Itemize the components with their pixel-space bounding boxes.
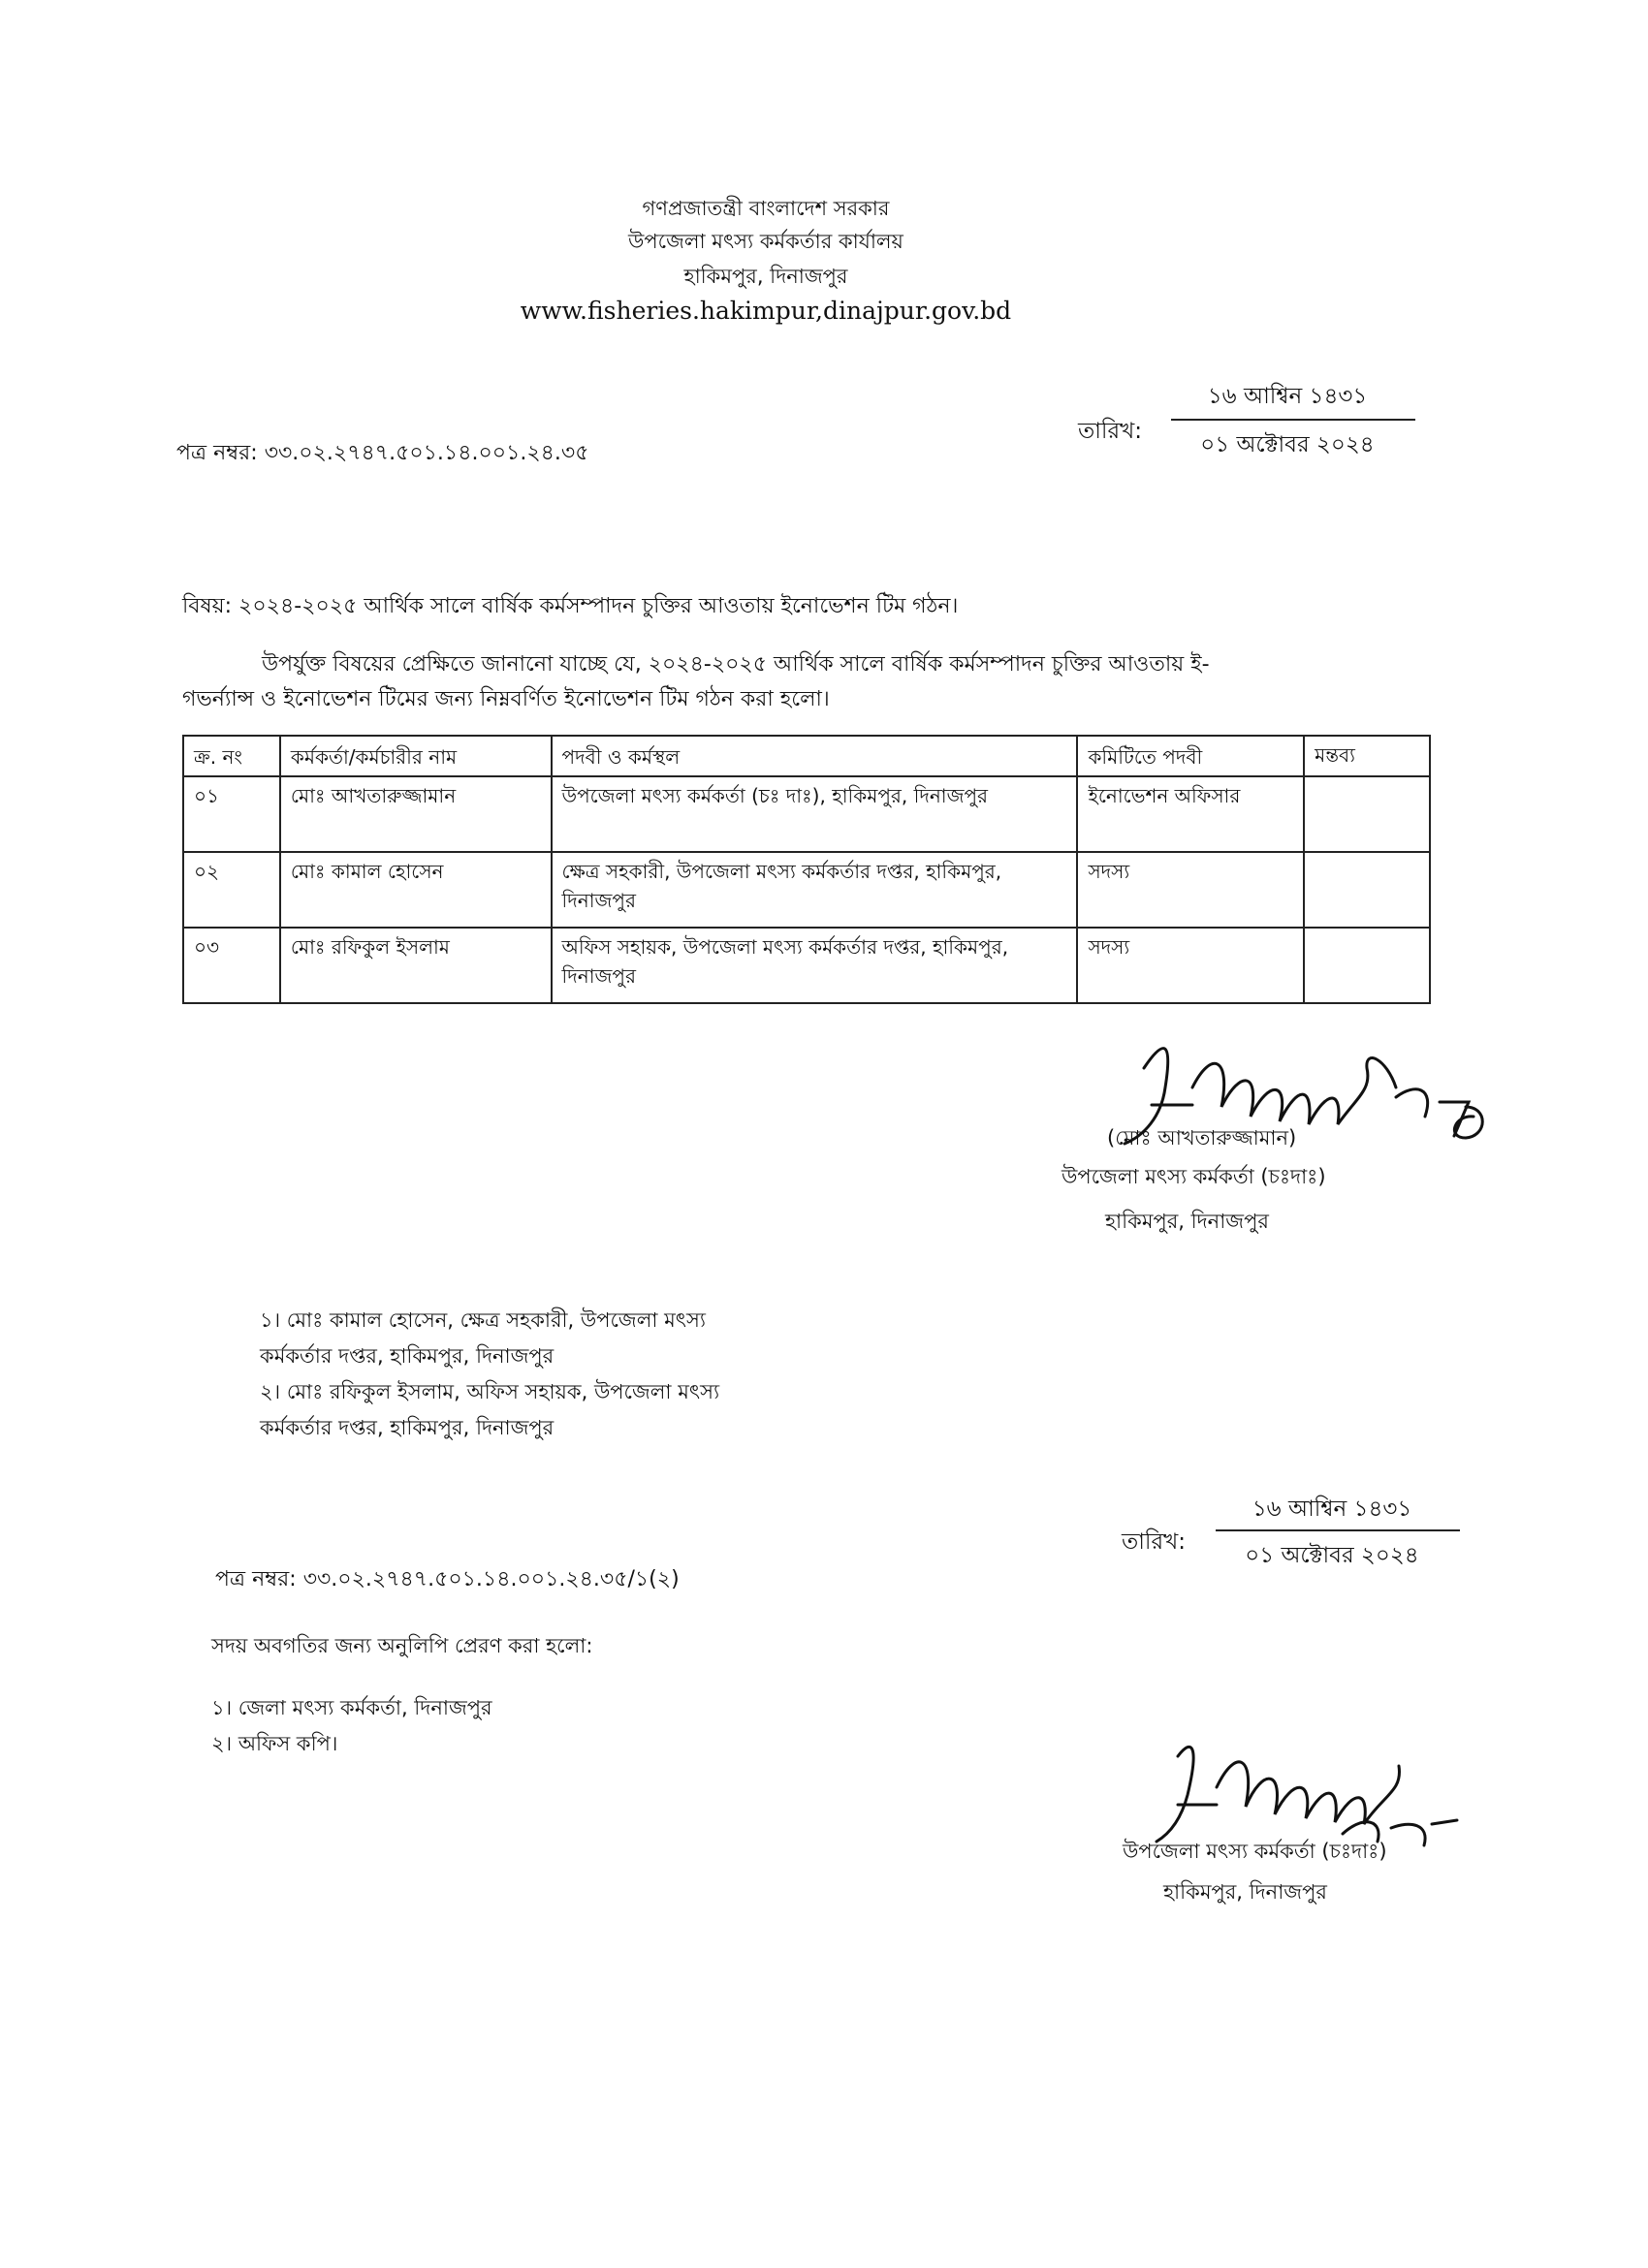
signature-scribble — [1149, 1727, 1469, 1853]
cell-name: মোঃ আখতারুজ্জামান — [280, 776, 552, 852]
cell-designation: অফিস সহায়ক, উপজেলা মৎস্য কর্মকর্তার দপ্তর, হাকিমপুর, দিনাজপুর — [552, 928, 1078, 1003]
copy-signatory-designation: উপজেলা মৎস্য কর্মকর্তা (চঃদাঃ) — [1123, 1840, 1387, 1863]
office-name: উপজেলা মৎস্য কর্মকর্তার কার্যালয় — [628, 230, 903, 253]
copy-list — [211, 1690, 492, 1762]
signatory-designation: উপজেলা মৎস্য কর্মকর্তা (চঃদাঃ) — [1062, 1165, 1326, 1188]
cell-designation: উপজেলা মৎস্য কর্মকর্তা (চঃ দাঃ), হাকিমপুর, দিনাজপুর — [552, 776, 1078, 852]
cell-name: মোঃ রফিকুল ইসলাম — [280, 928, 552, 1003]
body-line-1: উপর্যুক্ত বিষয়ের প্রেক্ষিতে জানানো যাচ্ছে যে, ২০২৪-২০২৫ আর্থিক সালে বার্ষিক কর্মসম্পাদন চুক্তির আওতায় ই- — [262, 652, 1210, 677]
header-designation: পদবী ও কর্মস্থল — [552, 736, 1078, 776]
cell-serial: ০১ — [183, 776, 280, 852]
list-item: ২। অফিস কপি। — [211, 1732, 338, 1755]
copy-memo-number: পত্র নম্বর: ৩৩.০২.২৭৪৭.৫০১.১৪.০০১.২৪.৩৫/১(২) — [215, 1567, 680, 1591]
copy-date-divider — [1216, 1529, 1460, 1531]
table-row — [183, 928, 1430, 1003]
date-english: ০১ অক্টোবর ২০২৪ — [1200, 432, 1375, 457]
cell-serial: ০২ — [183, 852, 280, 928]
table-header-row — [183, 736, 1430, 776]
cell-committee-role: সদস্য — [1077, 852, 1304, 928]
subject-line: বিষয়: ২০২৪-২০২৫ আর্থিক সালে বার্ষিক কর্মসম্পাদন চুক্তির আওতায় ইনোভেশন টিম গঠন। — [182, 594, 959, 618]
table-row — [183, 776, 1430, 852]
copy-date-label: তারিখ: — [1122, 1529, 1187, 1555]
date-bangla: ১৬ আশ্বিন ১৪৩১ — [1207, 384, 1368, 409]
header-remarks: মন্তব্য — [1304, 736, 1430, 776]
body-line-2: গভর্ন্যান্স ও ইনোভেশন টিমের জন্য নিম্নবর্ণিত ইনোভেশন টিম গঠন করা হলো। — [182, 687, 830, 711]
signatory-name: (মোঃ আখতারুজ্জামান) — [1107, 1126, 1297, 1150]
header-name: কর্মকর্তা/কর্মচারীর নাম — [280, 736, 552, 776]
cell-name: মোঃ কামাল হোসেন — [280, 852, 552, 928]
recipient-list — [260, 1303, 719, 1446]
recipient-line: ২। মোঃ রফিকুল ইসলাম, অফিস সহায়ক, উপজেলা মৎস্য — [260, 1380, 720, 1403]
office-website[interactable]: www.fisheries.hakimpur,dinajpur.gov.bd — [520, 297, 1012, 325]
cell-remarks — [1304, 928, 1430, 1003]
list-item: ১। জেলা মৎস্য কর্মকর্তা, দিনাজপুর — [211, 1696, 492, 1719]
date-divider — [1171, 419, 1415, 421]
cell-designation: ক্ষেত্র সহকারী, উপজেলা মৎস্য কর্মকর্তার দপ্তর, হাকিমপুর, দিনাজপুর — [552, 852, 1078, 928]
copy-date-bangla: ১৬ আশ্বিন ১৪৩১ — [1252, 1496, 1412, 1522]
innovation-team-table — [182, 735, 1431, 1004]
cell-remarks — [1304, 776, 1430, 852]
memo-number: পত্র নম্বর: ৩৩.০২.২৭৪৭.৫০১.১৪.০০১.২৪.৩৫ — [176, 441, 589, 465]
table-row — [183, 852, 1430, 928]
copy-signatory-location: হাকিমপুর, দিনাজপুর — [1163, 1880, 1327, 1904]
header-serial: ক্র. নং — [183, 736, 280, 776]
cell-serial: ০৩ — [183, 928, 280, 1003]
government-name: গণপ্রজাতন্ত্রী বাংলাদেশ সরকার — [642, 197, 890, 220]
cell-committee-role: সদস্য — [1077, 928, 1304, 1003]
office-location: হাকিমপুর, দিনাজপুর — [683, 265, 848, 288]
cell-remarks — [1304, 852, 1430, 928]
recipient-line: ১। মোঃ কামাল হোসেন, ক্ষেত্র সহকারী, উপজেলা মৎস্য — [260, 1308, 706, 1332]
recipient-line: কর্মকর্তার দপ্তর, হাকিমপুর, দিনাজপুর — [260, 1416, 555, 1439]
copy-date-english: ০১ অক্টোবর ২০২৪ — [1245, 1543, 1419, 1568]
recipient-line: কর্মকর্তার দপ্তর, হাকিমপুর, দিনাজপুর — [260, 1344, 555, 1368]
cell-committee-role: ইনোভেশন অফিসার — [1077, 776, 1304, 852]
date-label: তারিখ: — [1078, 419, 1143, 444]
copy-note: সদয় অবগতির জন্য অনুলিপি প্রেরণ করা হলো: — [211, 1634, 593, 1657]
signatory-location: হাকিমপুর, দিনাজপুর — [1105, 1210, 1269, 1233]
header-committee-role: কমিটিতে পদবী — [1077, 736, 1304, 776]
